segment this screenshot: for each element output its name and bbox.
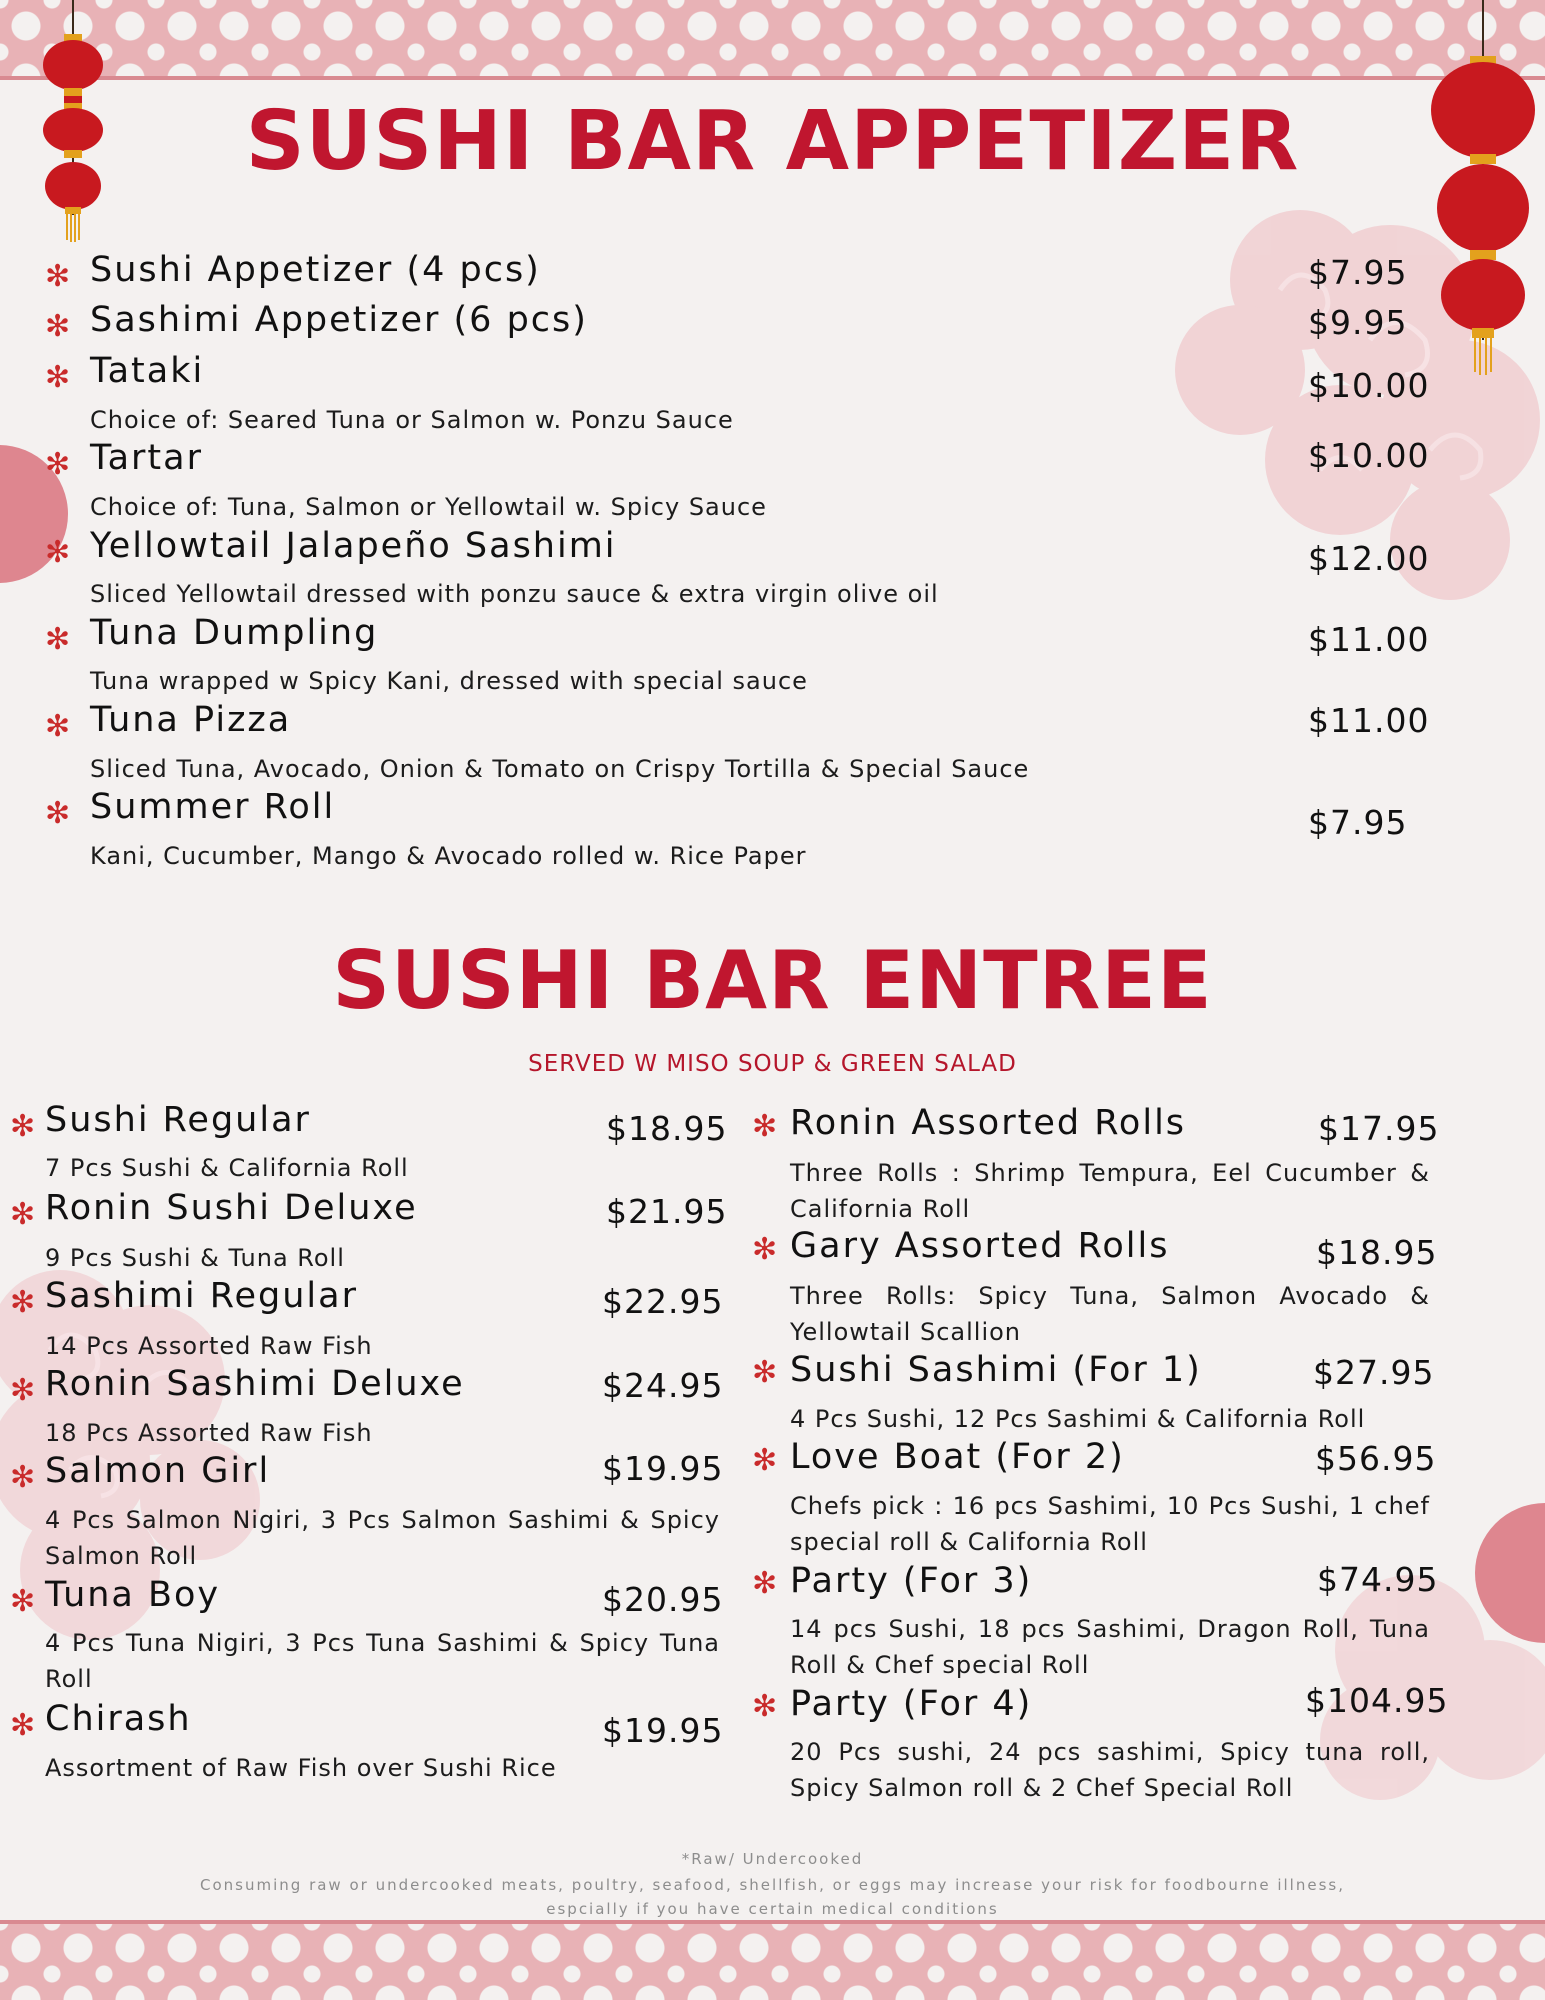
appetizer-title: SUSHI BAR APPETIZER (245, 94, 1300, 189)
menu-item-description: Tuna wrapped w Spicy Kani, dressed with special sauce (90, 667, 808, 695)
menu-item-description: 20 Pcs sushi, 24 pcs sashimi, Spicy tuna roll, Spicy Salmon roll & 2 Chef Special Roll (790, 1738, 1430, 1802)
menu-item-name: Chirash (45, 1699, 192, 1739)
menu-item-price: $104.95 (1305, 1681, 1449, 1720)
asterisk-flower-icon: ✻ (752, 1109, 778, 1144)
menu-item-name: Tuna Dumpling (90, 613, 379, 653)
menu-item-name: Tuna Pizza (90, 700, 292, 740)
menu-item-price: $17.95 (1318, 1109, 1440, 1148)
asterisk-flower-icon: ✻ (752, 1232, 778, 1267)
menu-item-description: 4 Pcs Salmon Nigiri, 3 Pcs Salmon Sashimi & Spicy Salmon Roll (45, 1506, 720, 1570)
menu-item-description: 9 Pcs Sushi & Tuna Roll (45, 1244, 345, 1272)
asterisk-flower-icon: ✻ (752, 1443, 778, 1478)
menu-item-price: $21.95 (606, 1192, 728, 1231)
menu-item-name: Ronin Sushi Deluxe (45, 1188, 418, 1228)
menu-item-name: Tuna Boy (45, 1575, 221, 1615)
menu-item-price: $11.00 (1308, 620, 1430, 659)
red-lantern-icon (1428, 0, 1538, 380)
menu-item-description: Sliced Yellowtail dressed with ponzu sauce & extra virgin olive oil (90, 580, 939, 608)
menu-item-description: 4 Pcs Sushi, 12 Pcs Sashimi & California Roll (790, 1405, 1366, 1433)
menu-item-name: Yellowtail Jalapeño Sashimi (90, 526, 617, 566)
menu-item-price: $18.95 (606, 1109, 728, 1148)
menu-item-price: $7.95 (1308, 253, 1408, 292)
menu-item-description: Kani, Cucumber, Mango & Avocado rolled w. Rice Paper (90, 842, 807, 870)
menu-item-name: Love Boat (For 2) (790, 1437, 1125, 1477)
asterisk-flower-icon: ✻ (10, 1708, 36, 1743)
menu-item-description: 14 Pcs Assorted Raw Fish (45, 1332, 373, 1360)
asterisk-flower-icon: ✻ (45, 796, 71, 831)
menu-item-price: $11.00 (1308, 701, 1430, 740)
menu-item-name: Tartar (90, 438, 203, 478)
menu-item-description: 4 Pcs Tuna Nigiri, 3 Pcs Tuna Sashimi & Spicy Tuna Roll (45, 1629, 720, 1693)
asterisk-flower-icon: ✻ (752, 1566, 778, 1601)
menu-item-name: Party (For 4) (790, 1684, 1033, 1724)
menu-item-name: Summer Roll (90, 787, 336, 827)
asterisk-flower-icon: ✻ (752, 1689, 778, 1724)
menu-item-description: Choice of: Seared Tuna or Salmon w. Ponzu Sauce (90, 406, 734, 434)
menu-item-description: 7 Pcs Sushi & California Roll (45, 1154, 409, 1182)
top-pattern-border (0, 0, 1545, 78)
menu-item-description: Three Rolls: Spicy Tuna, Salmon Avocado & Yellowtail Scallion (790, 1282, 1430, 1346)
menu-item-name: Ronin Sashimi Deluxe (45, 1364, 465, 1404)
asterisk-flower-icon: ✻ (45, 309, 71, 344)
asterisk-flower-icon: ✻ (45, 709, 71, 744)
menu-item-price: $10.00 (1308, 366, 1430, 405)
menu-item-price: $20.95 (602, 1580, 724, 1619)
menu-item-description: Assortment of Raw Fish over Sushi Rice (45, 1754, 557, 1782)
menu-item-price: $19.95 (602, 1711, 724, 1750)
asterisk-flower-icon: ✻ (10, 1197, 36, 1232)
asterisk-flower-icon: ✻ (45, 447, 71, 482)
menu-item-price: $19.95 (602, 1449, 724, 1488)
menu-item-name: Sushi Regular (45, 1100, 311, 1140)
menu-item-name: Sashimi Appetizer (6 pcs) (90, 300, 588, 340)
menu-item-description: Sliced Tuna, Avocado, Onion & Tomato on Crispy Tortilla & Special Sauce (90, 755, 1030, 783)
asterisk-flower-icon: ✻ (45, 535, 71, 570)
asterisk-flower-icon: ✻ (10, 1285, 36, 1320)
menu-item-name: Party (For 3) (790, 1561, 1033, 1601)
menu-item-price: $22.95 (602, 1282, 724, 1321)
menu-item-price: $9.95 (1308, 303, 1408, 342)
asterisk-flower-icon: ✻ (45, 259, 71, 294)
entree-title: SUSHI BAR ENTREE (332, 934, 1213, 1027)
menu-item-name: Sushi Sashimi (For 1) (790, 1350, 1202, 1390)
menu-item-name: Salmon Girl (45, 1451, 271, 1491)
asterisk-flower-icon: ✻ (752, 1355, 778, 1390)
menu-item-price: $7.95 (1308, 803, 1408, 842)
asterisk-flower-icon: ✻ (10, 1109, 36, 1144)
entree-subtitle: SERVED W MISO SOUP & GREEN SALAD (528, 1051, 1017, 1077)
menu-item-name: Sashimi Regular (45, 1276, 358, 1316)
asterisk-flower-icon: ✻ (10, 1584, 36, 1619)
menu-item-description: Three Rolls : Shrimp Tempura, Eel Cucumber & California Roll (790, 1159, 1430, 1223)
menu-item-description: 18 Pcs Assorted Raw Fish (45, 1419, 373, 1447)
menu-item-price: $12.00 (1308, 539, 1430, 578)
asterisk-flower-icon: ✻ (45, 622, 71, 657)
menu-item-description: Choice of: Tuna, Salmon or Yellowtail w. Spicy Sauce (90, 493, 767, 521)
menu-item-price: $18.95 (1316, 1233, 1438, 1272)
menu-item-price: $56.95 (1315, 1439, 1437, 1478)
raw-undercooked-label: *Raw/ Undercooked (681, 1850, 864, 1868)
menu-item-description: 14 pcs Sushi, 18 pcs Sashimi, Dragon Roll, Tuna Roll & Chef special Roll (790, 1615, 1430, 1679)
menu-item-name: Ronin Assorted Rolls (790, 1103, 1187, 1143)
food-safety-warning: Consuming raw or undercooked meats, poultry, seafood, shellfish, or eggs may increase your risk for foodbourne illness, espcially if you have certain medical conditions (200, 1876, 1345, 1918)
menu-item-name: Gary Assorted Rolls (790, 1226, 1170, 1266)
menu-item-price: $10.00 (1308, 436, 1430, 475)
top-border-edge (0, 76, 1545, 80)
menu-item-name: Tataki (90, 351, 205, 391)
asterisk-flower-icon: ✻ (10, 1373, 36, 1408)
menu-item-price: $74.95 (1317, 1560, 1439, 1599)
menu-item-price: $24.95 (602, 1366, 724, 1405)
menu-item-description: Chefs pick : 16 pcs Sashimi, 10 Pcs Sushi, 1 chef special roll & California Roll (790, 1492, 1430, 1556)
asterisk-flower-icon: ✻ (45, 360, 71, 395)
bottom-pattern-border (0, 1922, 1545, 2000)
asterisk-flower-icon: ✻ (10, 1460, 36, 1495)
menu-item-price: $27.95 (1313, 1353, 1435, 1392)
menu-item-name: Sushi Appetizer (4 pcs) (90, 250, 541, 290)
